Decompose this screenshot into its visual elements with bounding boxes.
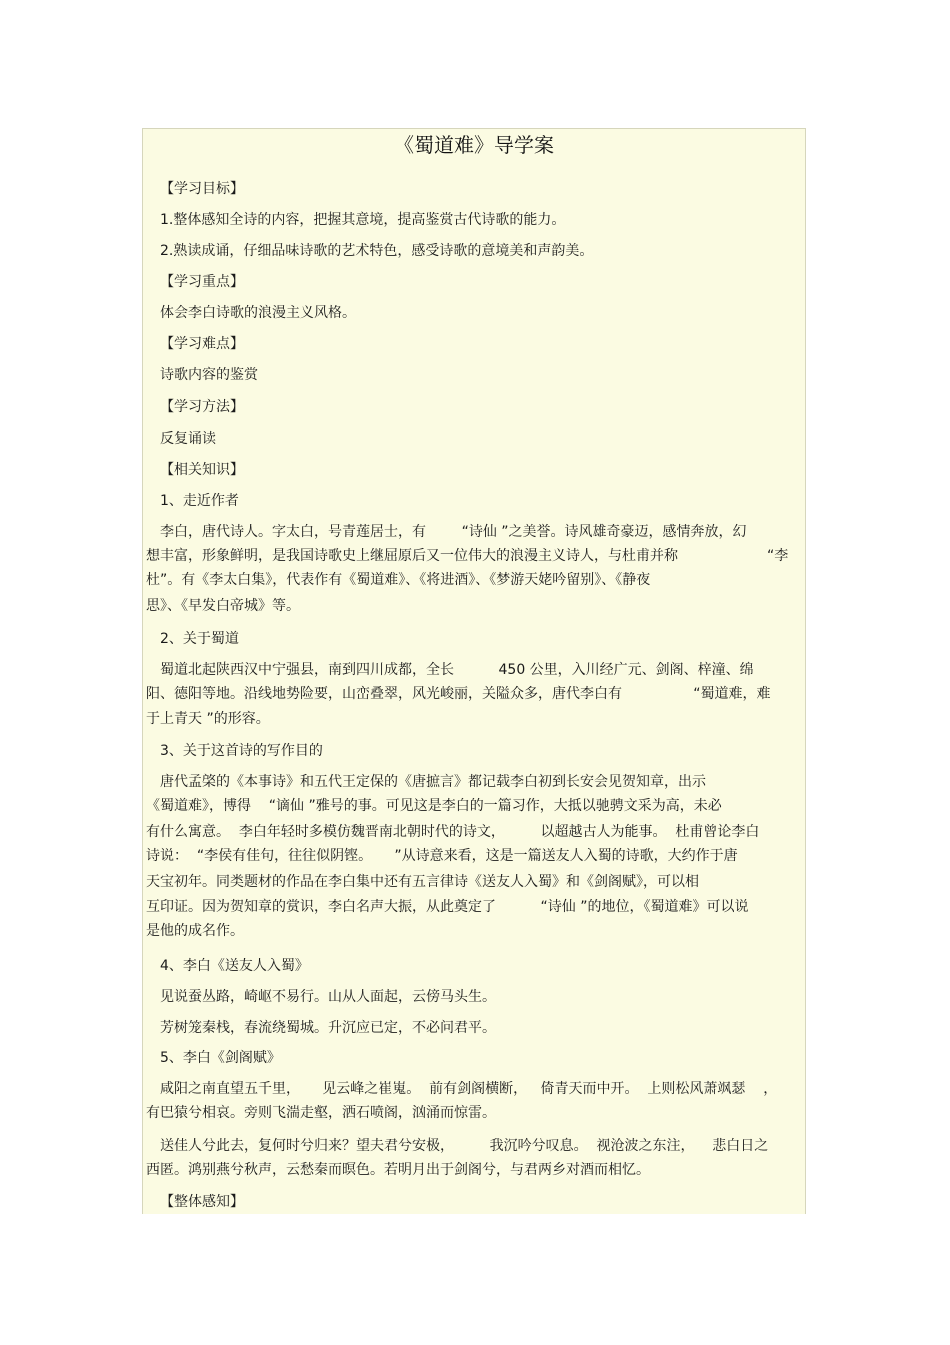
k4-line: 见说蚕丛路，崎岖不易行。山从人面起，云傍马头生。 — [160, 989, 496, 1005]
document-page — [142, 128, 806, 1214]
k5-line: 西匿。鸿别燕兮秋声，云愁秦而暝色。若明月出于剑阁兮，与君两乡对酒而相忆。 — [146, 1162, 650, 1178]
k3-line: 有什么寓意。 李白年轻时多模仿魏晋南北朝时代的诗文， 以超越古人为能事。 杜甫曾论李白 — [146, 824, 760, 840]
difficulties-heading: 【学习难点】 — [160, 336, 244, 352]
overall-heading: 【整体感知】 — [160, 1194, 244, 1210]
page-title: 《蜀道难》导学案 — [394, 133, 554, 157]
k1-line: 李白，唐代诗人。字太白，号青莲居士，有 “诗仙 ”之美誉。诗风雄奇豪迈，感情奔放，幻 — [160, 524, 747, 540]
difficulties-text: 诗歌内容的鉴赏 — [160, 367, 258, 383]
methods-heading: 【学习方法】 — [160, 399, 244, 415]
k1-line: 杜”。有《李太白集》，代表作有《蜀道难》、《将进酒》、《梦游天姥吟留别》、《静夜 — [146, 572, 651, 588]
k3-line: 天宝初年。同类题材的作品在李白集中还有五言律诗《送友人入蜀》和《剑阁赋》，可以相 — [146, 874, 699, 890]
k5-heading: 5、李白《剑阁赋》 — [160, 1050, 281, 1066]
key-points-text: 体会李白诗歌的浪漫主义风格。 — [160, 305, 356, 321]
k1-line: 思》、《早发白帝城》等。 — [146, 598, 300, 614]
k5-line: 有巴猿兮相哀。旁则飞湍走壑，洒石喷阁，汹涌而惊雷。 — [146, 1105, 496, 1121]
k2-line: 于上青天 ”的形容。 — [146, 711, 270, 727]
k3-heading: 3、关于这首诗的写作目的 — [160, 743, 323, 759]
k3-line: 唐代孟棨的《本事诗》和五代王定保的《唐摭言》都记载李白初到长安会见贺知章，出示 — [160, 774, 706, 790]
objective-2: 2.熟读成诵，仔细品味诗歌的艺术特色，感受诗歌的意境美和声韵美。 — [160, 243, 594, 259]
k3-line: 诗说： “李侯有佳句，往往似阴铿。 ”从诗意来看，这是一篇送友人入蜀的诗歌，大约作于唐 — [146, 848, 738, 864]
k2-heading: 2、关于蜀道 — [160, 631, 239, 647]
k1-line: 想丰富，形象鲜明，是我国诗歌史上继屈原后又一位伟大的浪漫主义诗人，与杜甫并称 “李 — [146, 548, 789, 564]
key-points-heading: 【学习重点】 — [160, 274, 244, 290]
objectives-heading: 【学习目标】 — [160, 181, 244, 197]
knowledge-heading: 【相关知识】 — [160, 462, 244, 478]
k4-heading: 4、李白《送友人入蜀》 — [160, 958, 309, 974]
k5-line: 送佳人兮此去，复何时兮归来？望夫君兮安极， 我沉吟兮叹息。 视沧波之东注， 悲白日之 — [160, 1138, 769, 1154]
k2-line: 蜀道北起陕西汉中宁强县，南到四川成都，全长 450 公里，入川经广元、剑阁、梓潼、绵 — [160, 662, 754, 678]
k3-line: 《蜀道难》，博得 “谪仙 ”雅号的事。可见这是李白的一篇习作，大抵以驰骋文采为高，未必 — [146, 798, 722, 814]
k3-line: 是他的成名作。 — [146, 923, 244, 939]
methods-text: 反复诵读 — [160, 431, 216, 447]
k1-heading: 1、走近作者 — [160, 493, 239, 509]
k2-line: 阳、德阳等地。沿线地势险要，山峦叠翠，风光峻丽，关隘众多，唐代李白有 “蜀道难，难 — [146, 686, 771, 702]
objective-1: 1.整体感知全诗的内容，把握其意境，提高鉴赏古代诗歌的能力。 — [160, 212, 566, 228]
k4-line: 芳树笼秦栈，春流绕蜀城。升沉应已定，不必问君平。 — [160, 1020, 496, 1036]
k5-line: 咸阳之南直望五千里， 见云峰之崔嵬。 前有剑阁横断， 倚青天而中开。 上则松风萧飒瑟 ， — [160, 1081, 778, 1097]
k3-line: 互印证。因为贺知章的赏识，李白名声大振，从此奠定了 “诗仙 ”的地位，《蜀道难》可以说 — [146, 899, 749, 915]
